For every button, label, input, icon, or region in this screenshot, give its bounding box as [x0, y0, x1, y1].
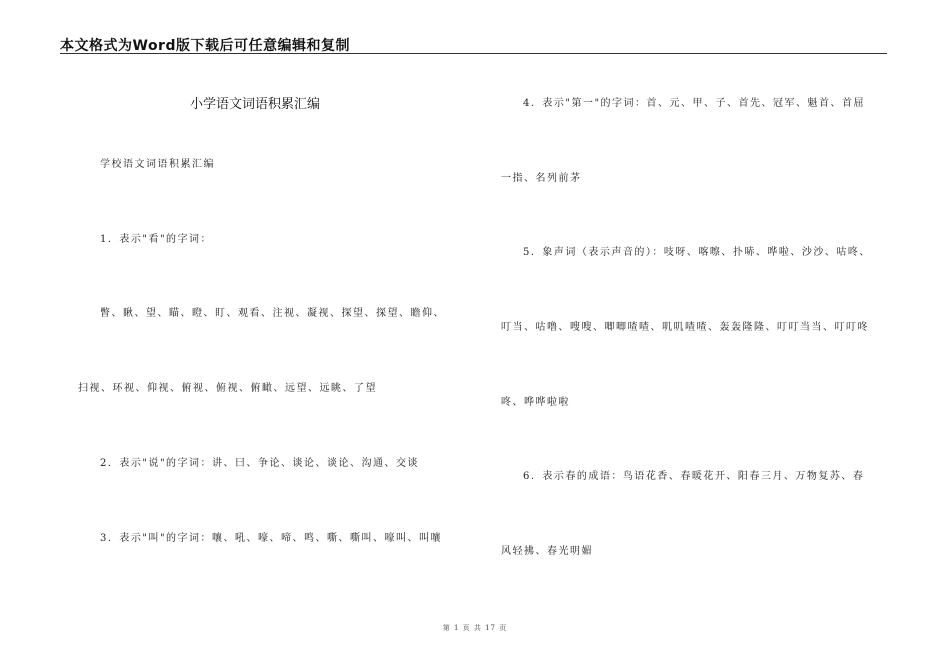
header-divider [60, 53, 887, 54]
paragraph-line: 学校语文词语积累汇编 [100, 159, 215, 170]
paragraph-line: 叮当、咕噜、嗖嗖、唧唧喳喳、叽叽喳喳、轰轰隆隆、叮叮当当、叮叮咚 [501, 322, 869, 333]
paragraph-line: 6．表示春的成语：鸟语花香、春暖花开、阳春三月、万物复苏、春 [523, 471, 865, 482]
page-number: 第 1 页 共 17 页 [442, 624, 508, 632]
paragraph-line: 风轻拂、春光明媚 [501, 546, 593, 557]
paragraph-line: 扫视、环视、仰视、俯视、俯视、俯瞰、远望、远眺、了望 [78, 383, 377, 394]
paragraph-line: 5．象声词（表示声音的）：吱呀、喀嚓、扑哧、哗啦、沙沙、咕咚、 [523, 247, 871, 258]
paragraph-line: 2．表示"说"的字词：讲、曰、争论、谈论、谈论、沟通、交谈 [100, 458, 420, 469]
paragraph-line: 4．表示"第一"的字词：首、元、甲、子、首先、冠军、魁首、首屈 [523, 98, 866, 109]
download-notice-banner: 本文格式为Word版下载后可任意编辑和复制 [60, 38, 350, 54]
document-title: 小学语文词语积累汇编 [190, 97, 321, 112]
paragraph-line: 一指、名列前茅 [501, 173, 582, 184]
paragraph-line: 瞥、瞅、望、瞄、瞪、盯、观看、注视、凝视、探望、探望、瞻仰、 [100, 308, 445, 319]
paragraph-line: 1．表示"看"的字词： [100, 234, 213, 245]
paragraph-line: 咚、哗哗啦啦 [501, 397, 570, 408]
paragraph-line: 3．表示"叫"的字词：嚷、吼、嚎、啼、鸣、嘶、嘶叫、嚎叫、叫嚷 [100, 533, 443, 544]
